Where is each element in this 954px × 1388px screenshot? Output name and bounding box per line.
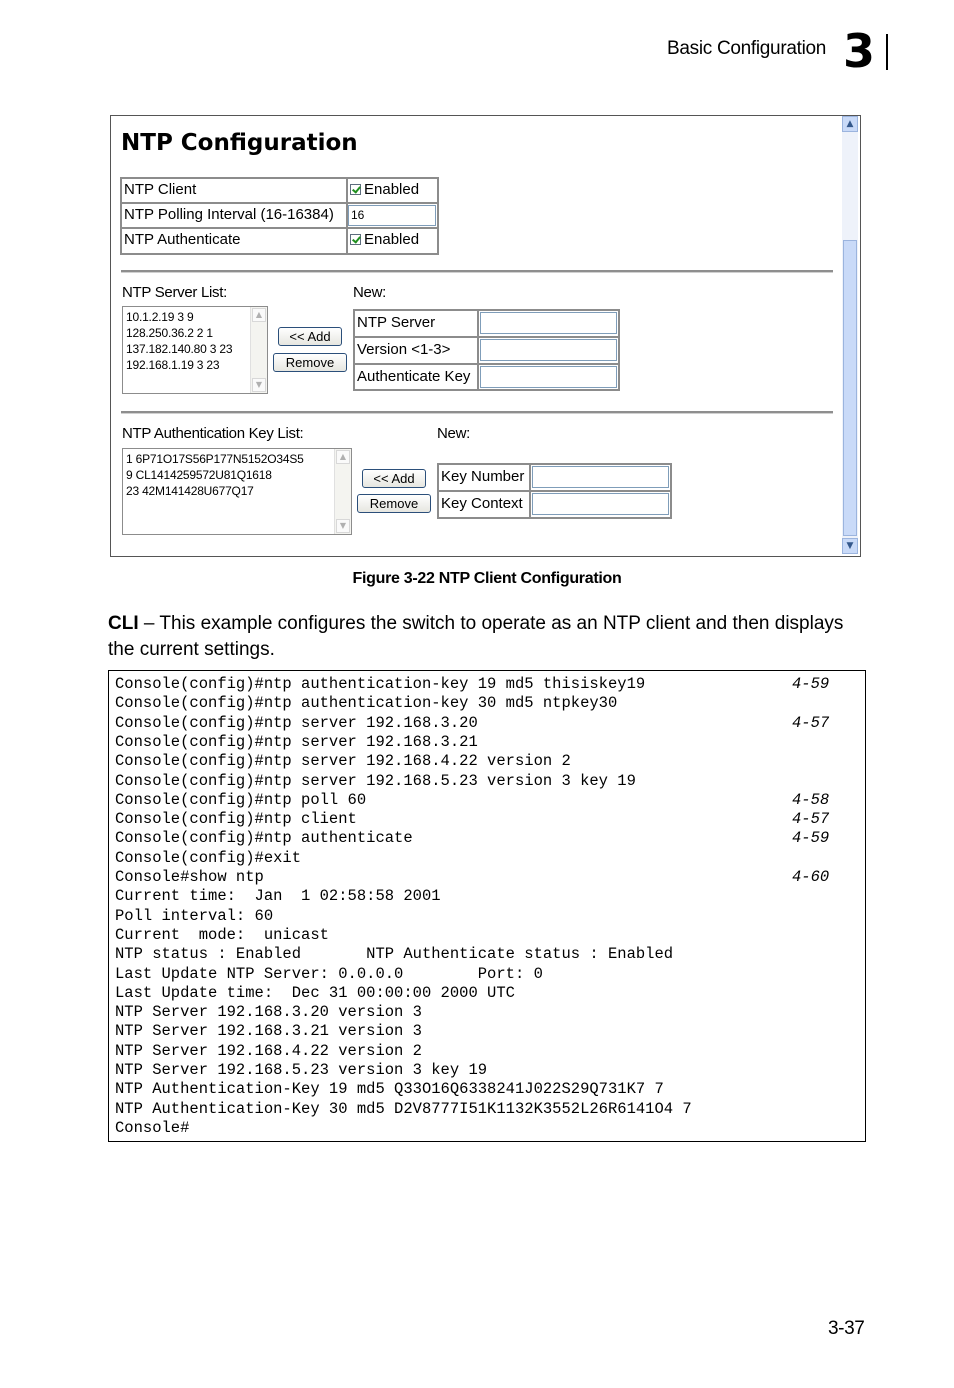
key-listbox[interactable] — [122, 448, 352, 535]
server-remove-button[interactable]: Remove — [273, 353, 347, 372]
server-new-label: New: — [353, 284, 386, 301]
key-number-input[interactable] — [532, 466, 669, 488]
cli-line: NTP Authentication-Key 30 md5 D2V8777I51K1132K3552L26R6141O4 7 — [115, 1099, 692, 1118]
list-item[interactable]: 137.182.140.80 3 23 — [126, 342, 233, 356]
key-remove-button[interactable]: Remove — [357, 494, 431, 513]
chapter-number: 3 — [843, 24, 876, 78]
cli-page-reference: 4-57 — [792, 713, 830, 732]
list-item[interactable]: 192.168.1.19 3 23 — [126, 358, 220, 372]
version-field-label: Version <1-3> — [354, 337, 478, 364]
cli-line: Console# — [115, 1118, 190, 1137]
divider — [121, 411, 833, 414]
page-scrollbar[interactable] — [842, 116, 858, 554]
cli-line: Poll interval: 60 — [115, 906, 274, 925]
cli-line: NTP Server 192.168.3.20 version 3 — [115, 1003, 422, 1022]
server-list-label: NTP Server List: — [122, 284, 227, 301]
list-item[interactable]: 128.250.36.2 2 1 — [126, 326, 213, 340]
header-rule — [886, 34, 888, 70]
key-add-button[interactable]: << Add — [362, 469, 426, 488]
cli-line: Current mode: unicast — [115, 925, 329, 944]
server-list-scrollbar[interactable] — [250, 307, 267, 393]
server-listbox[interactable] — [122, 306, 268, 394]
key-context-field-label: Key Context — [438, 491, 530, 518]
ntp-server-field-label: NTP Server — [354, 310, 478, 337]
cli-page-reference: 4-60 — [792, 868, 830, 886]
list-item[interactable]: 23 42M141428U677Q17 — [126, 484, 254, 498]
key-context-input[interactable] — [532, 493, 669, 515]
cli-line: Console(config)#ntp server 192.168.4.22 version 2 — [115, 752, 571, 771]
cli-page-reference: 4-57 — [792, 810, 830, 829]
scroll-down-icon[interactable]: ▼ — [336, 519, 350, 533]
authenticate-key-input[interactable] — [480, 366, 617, 388]
list-item[interactable]: 10.1.2.19 3 9 — [126, 310, 194, 324]
cli-line: Console(config)#ntp poll 60 — [115, 790, 367, 809]
scroll-up-icon[interactable]: ▲ — [842, 116, 858, 132]
scroll-down-icon[interactable]: ▼ — [252, 378, 266, 392]
ntp-authenticate-cell[interactable] — [347, 228, 438, 254]
cli-line: Console(config)#ntp server 192.168.3.20 — [115, 713, 478, 732]
scroll-up-icon[interactable]: ▲ — [336, 450, 350, 464]
cli-lead: CLI — [108, 613, 139, 634]
cli-line: Last Update NTP Server: 0.0.0.0 Port: 0 — [115, 964, 543, 983]
section-title: Basic Configuration — [667, 38, 827, 59]
key-number-field-label: Key Number — [438, 464, 530, 491]
cli-line: Console#show ntp — [115, 868, 264, 886]
scroll-up-icon[interactable]: ▲ — [252, 308, 266, 322]
cli-line: Console(config)#ntp client — [115, 810, 357, 829]
scroll-thumb[interactable] — [843, 240, 857, 536]
ntp-authenticate-checkbox[interactable] — [350, 234, 361, 245]
scroll-down-icon[interactable]: ▼ — [842, 538, 858, 554]
cli-line: Last Update time: Dec 31 00:00:00 2000 UTC — [115, 983, 515, 1002]
cli-line: Console(config)#ntp authentication-key 30 md5 ntpkey30 — [115, 694, 618, 713]
ntp-client-checkbox[interactable] — [350, 184, 361, 195]
cli-paragraph — [108, 611, 868, 663]
ntp-authenticate-value: Enabled — [364, 231, 420, 248]
cli-line: Console(config)#ntp server 192.168.5.23 version 3 key 19 — [115, 771, 636, 790]
cli-line: Current time: Jan 1 02:58:58 2001 — [115, 887, 441, 906]
version-input[interactable] — [480, 339, 617, 361]
cli-line: NTP Server 192.168.4.22 version 2 — [115, 1041, 422, 1060]
cli-line: NTP Server 192.168.3.21 version 3 — [115, 1022, 422, 1041]
authenticate-key-field-label: Authenticate Key — [354, 364, 478, 390]
list-item[interactable]: 1 6P71O17S56P177N5152O34S5 — [126, 452, 304, 466]
cli-page-reference: 4-58 — [792, 790, 830, 809]
ntp-config-title: NTP Configuration — [121, 130, 358, 156]
server-add-button[interactable]: << Add — [278, 327, 342, 346]
ntp-client-label: NTP Client — [121, 178, 347, 203]
ntp-server-input[interactable] — [480, 312, 617, 334]
key-list-scrollbar[interactable] — [334, 449, 351, 534]
cli-line: NTP Authentication-Key 19 md5 Q33O16Q6338241J022S29Q731K7 7 — [115, 1080, 664, 1099]
ntp-polling-input[interactable]: 16 — [348, 205, 436, 226]
cli-line: NTP status : Enabled NTP Authenticate status : Enabled — [115, 945, 674, 964]
figure-caption: Figure 3-22 NTP Client Configuration — [352, 570, 622, 587]
cli-line: Console(config)#ntp authenticate — [115, 829, 413, 848]
cli-line: NTP Server 192.168.5.23 version 3 key 19 — [115, 1061, 488, 1079]
cli-line: Console(config)#ntp server 192.168.3.21 — [115, 732, 478, 751]
cli-paragraph-text: – This example configures the switch to operate as an NTP client and then displays the current settings. — [108, 613, 844, 660]
cli-line: Console(config)#exit — [115, 848, 302, 867]
ntp-client-cell[interactable] — [347, 178, 438, 203]
key-new-label: New: — [437, 425, 470, 442]
ntp-authenticate-label: NTP Authenticate — [121, 228, 347, 254]
ntp-polling-label: NTP Polling Interval (16-16384) — [121, 203, 347, 228]
cli-page-reference: 4-59 — [792, 675, 830, 693]
divider — [121, 270, 833, 273]
ntp-client-value: Enabled — [364, 181, 420, 198]
cli-page-reference: 4-59 — [792, 829, 830, 848]
list-item[interactable]: 9 CL1414259572U81Q1618 — [126, 468, 272, 482]
page-number: 3-37 — [828, 1318, 865, 1339]
cli-line: Console(config)#ntp authentication-key 19 md5 thisiskey19 — [115, 675, 646, 693]
key-list-label: NTP Authentication Key List: — [122, 425, 304, 442]
